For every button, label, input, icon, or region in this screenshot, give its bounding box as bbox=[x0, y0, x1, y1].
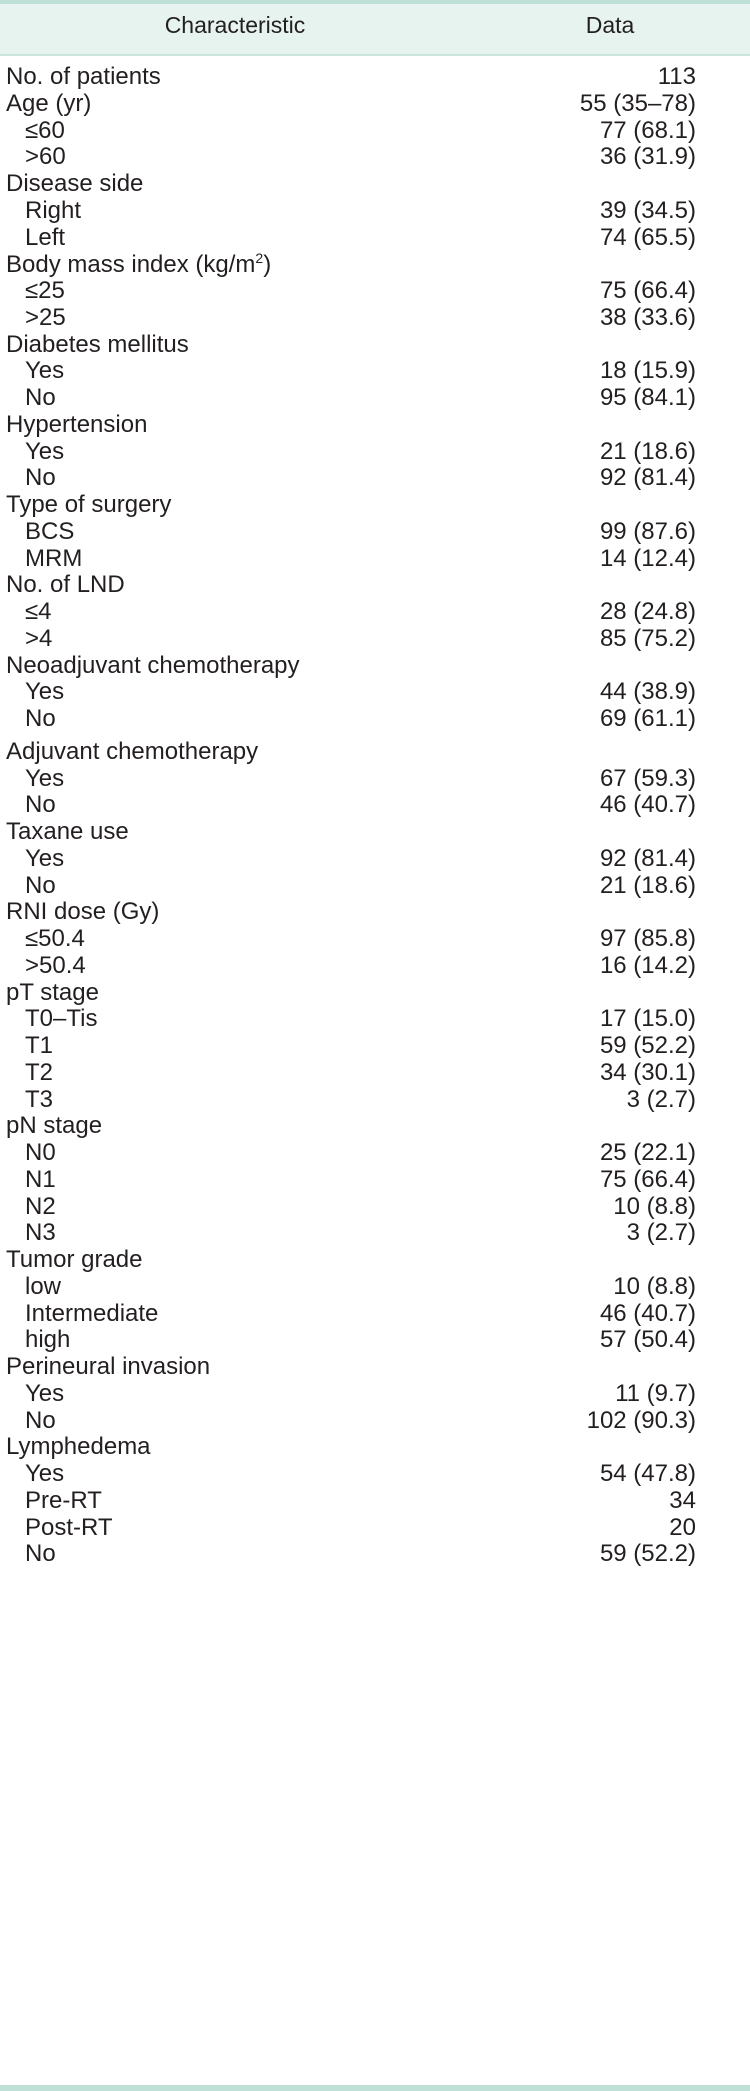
subcategory-label: Pre-RT bbox=[25, 1486, 102, 1514]
subcategory-label: ≤4 bbox=[25, 598, 52, 625]
subcategory-label: >50.4 bbox=[25, 951, 86, 979]
category-label: No. of patients bbox=[6, 63, 161, 90]
subcategory-label: low bbox=[25, 1272, 62, 1300]
value-cell: 59 (52.2) bbox=[599, 1540, 696, 1568]
subcategory-label: T2 bbox=[25, 1058, 54, 1086]
table-header bbox=[0, 4, 750, 56]
header-characteristic: Characteristic bbox=[164, 12, 306, 38]
value-cell: 59 (52.2) bbox=[599, 1032, 696, 1059]
category-label: Disease side bbox=[6, 170, 144, 197]
subcategory-label: ≤60 bbox=[25, 116, 65, 144]
subcategory-label: BCS bbox=[25, 517, 75, 545]
category-label: Type of surgery bbox=[6, 491, 172, 518]
subcategory-label: >60 bbox=[25, 143, 66, 171]
value-cell: 113 bbox=[657, 63, 696, 90]
subcategory-label: No bbox=[25, 464, 56, 492]
value-cell: 54 (47.8) bbox=[599, 1460, 696, 1487]
value-cell: 10 (8.8) bbox=[613, 1272, 696, 1300]
value-cell: 97 (85.8) bbox=[599, 925, 696, 952]
subcategory-label: No bbox=[25, 705, 56, 732]
subcategory-label: MRM bbox=[25, 544, 83, 572]
subcategory-label: No bbox=[25, 1406, 56, 1434]
value-cell: 34 bbox=[669, 1486, 696, 1514]
value-cell: 92 (81.4) bbox=[599, 844, 696, 872]
value-cell: 3 (2.7) bbox=[626, 1085, 696, 1113]
category-label: Perineural invasion bbox=[6, 1353, 211, 1380]
category-label: Lymphedema bbox=[6, 1433, 151, 1461]
value-cell: 3 (2.7) bbox=[626, 1219, 696, 1247]
subcategory-label: ≤50.4 bbox=[25, 925, 85, 952]
value-cell: 20 bbox=[669, 1513, 696, 1541]
bottom-rule bbox=[0, 2085, 750, 2091]
category-label: Age (yr) bbox=[6, 89, 92, 117]
subcategory-label: Post-RT bbox=[25, 1513, 113, 1541]
value-cell: 21 (18.6) bbox=[599, 437, 696, 465]
value-cell: 69 (61.1) bbox=[599, 705, 696, 732]
subcategory-label: T1 bbox=[25, 1032, 54, 1059]
subcategory-label: Yes bbox=[25, 437, 65, 465]
subcategory-label: N2 bbox=[25, 1192, 56, 1220]
value-cell: 46 (40.7) bbox=[599, 1299, 696, 1327]
value-cell: 75 (66.4) bbox=[599, 277, 696, 304]
value-cell: 28 (24.8) bbox=[599, 598, 696, 625]
subcategory-label: >25 bbox=[25, 303, 66, 331]
value-cell: 77 (68.1) bbox=[599, 116, 696, 144]
category-label: Adjuvant chemotherapy bbox=[6, 737, 259, 765]
subcategory-label: No bbox=[25, 1540, 56, 1568]
value-cell: 11 (9.7) bbox=[615, 1379, 696, 1407]
subcategory-label: Yes bbox=[25, 678, 65, 706]
subcategory-label: Yes bbox=[25, 844, 65, 872]
header-data: Data bbox=[585, 12, 635, 38]
value-cell: 21 (18.6) bbox=[599, 871, 696, 899]
subcategory-label: Yes bbox=[25, 764, 65, 792]
value-cell: 25 (22.1) bbox=[599, 1139, 696, 1166]
category-label: Body mass index $(kg/m^2)$ bbox=[6, 250, 272, 279]
subcategory-label: No bbox=[25, 871, 56, 899]
subcategory-label: N0 bbox=[25, 1139, 56, 1166]
subcategory-label: >4 bbox=[25, 624, 53, 652]
value-cell: 16 (14.2) bbox=[599, 951, 696, 979]
category-label: Diabetes mellitus bbox=[6, 330, 189, 358]
subcategory-label: N3 bbox=[25, 1219, 56, 1247]
category-label: pT stage bbox=[6, 978, 99, 1006]
value-cell: 34 (30.1) bbox=[599, 1058, 696, 1086]
category-label: Hypertension bbox=[6, 410, 148, 438]
subcategory-label: Yes bbox=[25, 1460, 65, 1487]
value-cell: 18 (15.9) bbox=[599, 357, 696, 385]
value-cell: 99 (87.6) bbox=[599, 517, 696, 545]
value-cell: 36 (31.9) bbox=[599, 143, 696, 171]
value-cell: 57 (50.4) bbox=[599, 1326, 696, 1354]
value-cell: 85 (75.2) bbox=[599, 624, 696, 652]
subcategory-label: Yes bbox=[25, 357, 65, 385]
category-label: Tumor grade bbox=[6, 1246, 143, 1273]
category-label: Neoadjuvant chemotherapy bbox=[6, 651, 300, 679]
subcategory-label: T3 bbox=[25, 1085, 54, 1113]
subcategory-label: T0–Tis bbox=[25, 1005, 98, 1033]
value-cell: 102 (90.3) bbox=[586, 1406, 696, 1434]
value-cell: 92 (81.4) bbox=[599, 464, 696, 492]
subcategory-label: N1 bbox=[25, 1165, 56, 1193]
value-cell: 55 (35–78) bbox=[579, 89, 696, 117]
subcategory-label: No bbox=[25, 791, 56, 819]
value-cell: 75 (66.4) bbox=[599, 1165, 696, 1193]
category-label: No. of LND bbox=[6, 571, 125, 599]
table-row bbox=[0, 1536, 750, 1572]
value-cell: 14 (12.4) bbox=[599, 544, 696, 572]
value-cell: 46 (40.7) bbox=[599, 791, 696, 819]
value-cell: 67 (59.3) bbox=[599, 764, 696, 792]
value-cell: 38 (33.6) bbox=[599, 303, 696, 331]
category-label: Taxane use bbox=[6, 818, 129, 845]
value-cell: 17 (15.0) bbox=[599, 1005, 696, 1033]
subcategory-label: No bbox=[25, 384, 56, 411]
value-cell: 10 (8.8) bbox=[613, 1192, 696, 1220]
subcategory-label: Left bbox=[25, 223, 66, 251]
superscript: 2 bbox=[255, 250, 264, 267]
value-cell: 44 (38.9) bbox=[599, 678, 696, 706]
subcategory-label: Intermediate bbox=[25, 1299, 159, 1327]
subcategory-label: Right bbox=[25, 196, 82, 224]
value-cell: 95 (84.1) bbox=[599, 384, 696, 411]
table-row bbox=[0, 701, 750, 737]
category-label: pN stage bbox=[6, 1112, 103, 1140]
subcategory-label: high bbox=[25, 1326, 71, 1354]
subcategory-label: ≤25 bbox=[25, 277, 65, 304]
subcategory-label: Yes bbox=[25, 1379, 65, 1407]
category-label: RNI dose (Gy) bbox=[6, 898, 160, 926]
value-cell: 39 (34.5) bbox=[599, 196, 696, 224]
value-cell: 74 (65.5) bbox=[599, 223, 696, 251]
